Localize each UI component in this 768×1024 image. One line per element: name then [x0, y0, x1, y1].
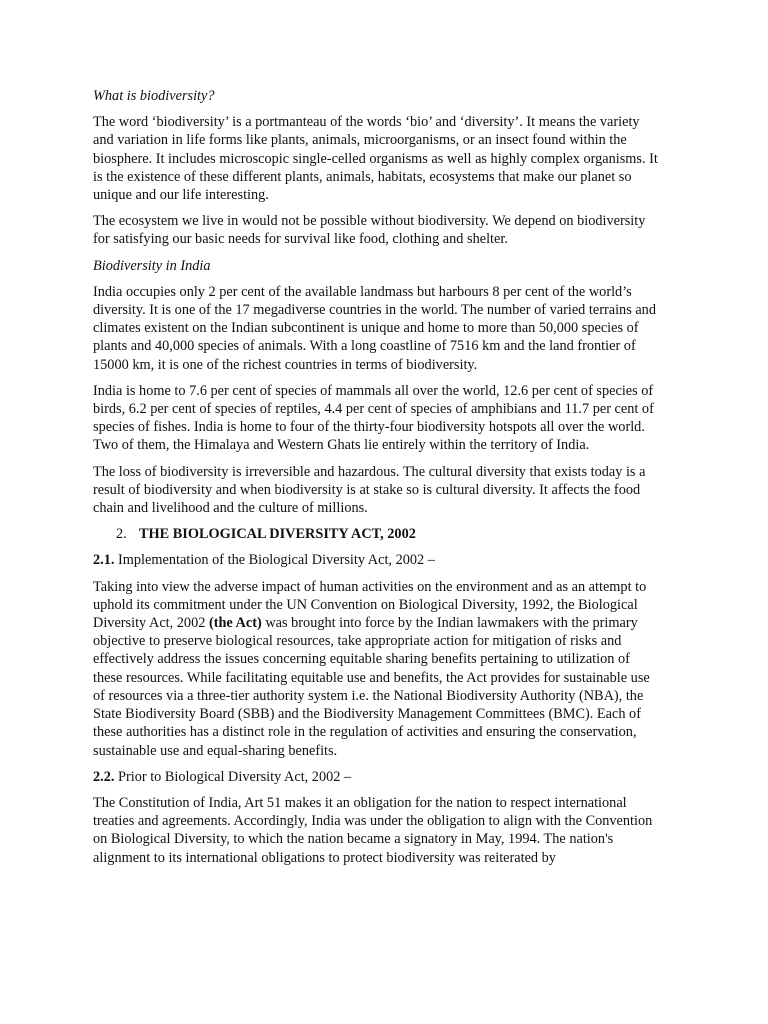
- paragraph-india-species: India is home to 7.6 per cent of species of mammals all over the world, 12.6 per cent of species of birds, 6.2 per cent of species of reptiles, 4.4 per cent of species of amphibians and 11.7 per cent of species of fishes. India is home to four of the thirty-four biodiversity hotspots all over the world. Two of them, the Himalaya and Western Ghats lie entirely within the territory of India.: [93, 382, 654, 454]
- paragraph-text: Taking into view the adverse impact of human activities on the environment and as an attempt to uphold its commitment under the UN Convention on Biological Diversity, 1992, the Biological Diversity Act, 2002: [93, 578, 647, 632]
- heading-biodiversity-in-india: Biodiversity in India: [93, 257, 211, 274]
- paragraph-text: was brought into force by the Indian lawmakers with the primary objective to preserve biological resources, take appropriate action for mitigation of risks and effectively address the issues concerning equitable sharing benefits pertaining to utilization of these resources. While facilitating equitable use and benefits, the Act provides for sustainable use of resources via a three-tier authority system i.e. the National Biodiversity Authority (NBA), the State Biodiversity Board (SBB) and the Biodiversity Management Committees (BMC). Each of these authorities has a distinct role in the regulation of activities and ensuring the conservation, sustainable use and equal-sharing benefits.: [93, 615, 650, 759]
- paragraph-india-landmass: India occupies only 2 per cent of the available landmass but harbours 8 per cent of the world’s diversity. It is one of the 17 megadiverse countries in the world. The number of varied terrains and climates existent on the Indian subcontinent is unique and home to more than 50,000 species of plants and 40,000 species of animals. With a long coastline of 7516 km and the land frontier of 15000 km, it is one of the richest countries in terms of biodiversity.: [93, 283, 656, 373]
- subsection-heading-implementation: [93, 551, 658, 569]
- subsection-title: Implementation of the Biological Diversity Act, 2002 –: [114, 552, 435, 569]
- subsection-title: Prior to Biological Diversity Act, 2002 –: [114, 768, 352, 785]
- section-number: 2.: [116, 526, 127, 543]
- section-title: THE BIOLOGICAL DIVERSITY ACT, 2002: [139, 526, 416, 543]
- paragraph-ecosystem-dependence: The ecosystem we live in would not be possible without biodiversity. We depend on biodiversity for satisfying our basic needs for survival like food, clothing and shelter.: [93, 213, 646, 248]
- paragraph-biodiversity-definition: The word ‘biodiversity’ is a portmanteau of the words ‘bio’ and ‘diversity’. It means the variety and variation in life forms like plants, animals, microorganisms, or an insect found within the biosphere. It includes microscopic single-celled organisms as well as highly complex organisms. It is the existence of these different plants, animals, habitats, ecosystems that make our planet so unique and our life interesting.: [93, 114, 658, 204]
- subsection-number: 2.1.: [93, 552, 115, 569]
- section-heading-biological-diversity-act: [93, 525, 658, 543]
- bold-term: (the Act): [208, 615, 262, 632]
- subsection-heading-prior-to-act: [93, 768, 658, 786]
- subsection-number: 2.2.: [93, 768, 115, 785]
- paragraph-constitution-obligation: The Constitution of India, Art 51 makes it an obligation for the nation to respect international treaties and agreements. Accordingly, India was under the obligation to align with the Convention on Biological Diversity, to which the nation became a signatory in May, 1994. The nation's alignment to its international obligations to protect biodiversity was reiterated by: [93, 794, 653, 866]
- paragraph-act-implementation: [93, 578, 658, 760]
- heading-what-is-biodiversity: What is biodiversity?: [93, 88, 215, 104]
- paragraph-loss-of-biodiversity: The loss of biodiversity is irreversible and hazardous. The cultural diversity that exists today is a result of biodiversity and when biodiversity is at stake so is cultural diversity. It affects the food chain and livelihood and the culture of millions.: [93, 463, 646, 517]
